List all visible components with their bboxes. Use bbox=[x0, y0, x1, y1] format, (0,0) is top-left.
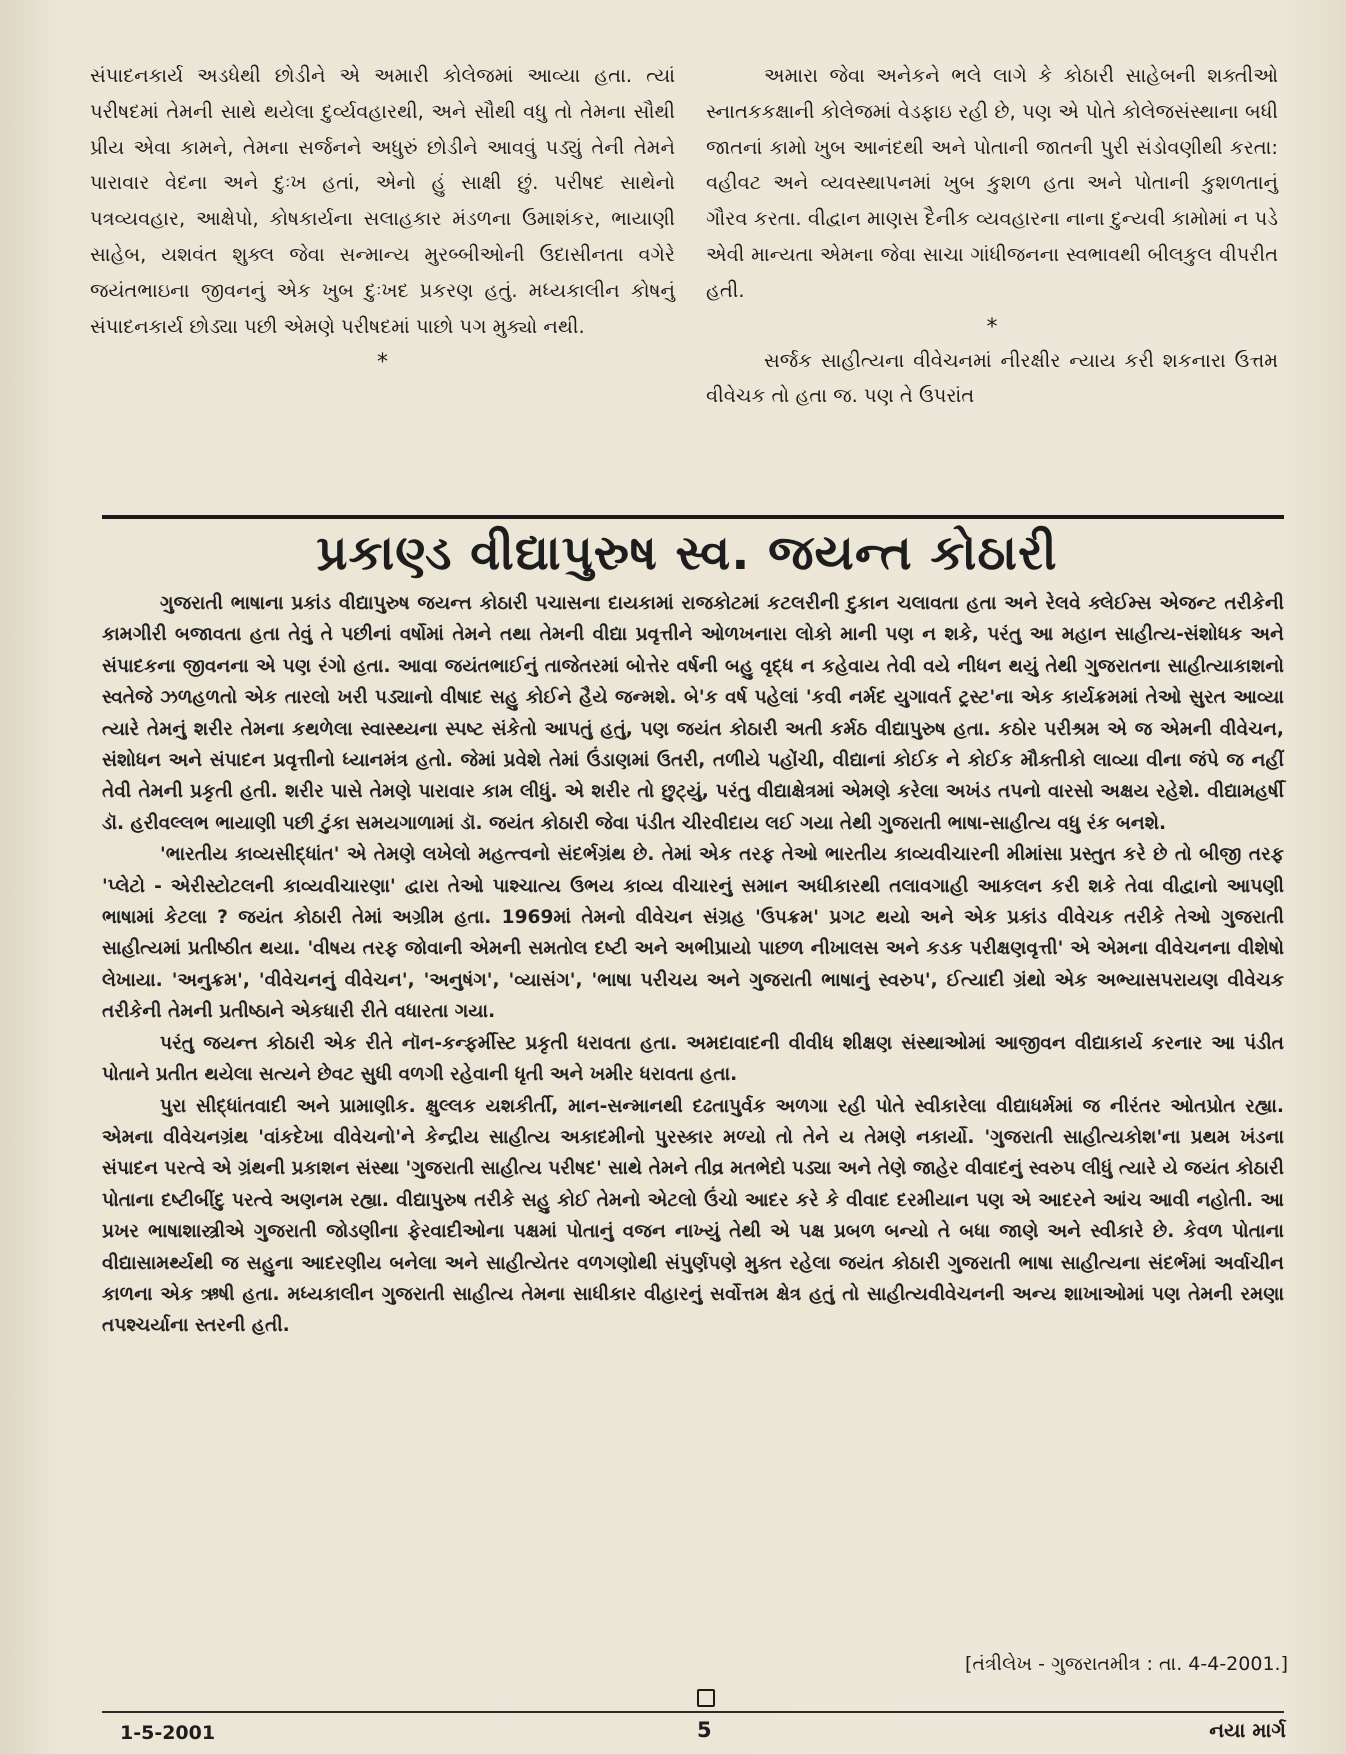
article-source: [તંત્રીલેખ - ગુજરાતમીત્ર : તા. 4-4-2001.] bbox=[964, 1653, 1288, 1675]
right-column bbox=[706, 58, 1278, 414]
publication-name: નયા માર્ગ bbox=[1209, 1718, 1286, 1742]
article-body bbox=[102, 588, 1284, 1342]
headline-top-rule bbox=[102, 515, 1284, 519]
section-separator: * bbox=[986, 314, 998, 340]
left-column-paragraph: સંપાદનકાર્ય અડધેથી છોડીને એ અમારી કોલેજમાં આવ્યા હતા. ત્યાં પરીષદમાં તેમની સાથે થયેલા દુર્વ્યવહારથી, અને સૌથી વધુ તો તેમના સૌથી પ્રીય એવા કામને, તેમના સર્જનને અધુરું છોડીને આવવું પડ્યું તેની તેમને પારાવાર વેદના અને દુઃખ હતાં, એનો હું સાક્ષી છું. પરીષદ સાથેનો પત્રવ્યવહાર, આક્ષેપો, કોષકાર્યના સલાહકાર મંડળના ઉમાશંકર, ભાયાણી સાહેબ, યશવંત શુક્લ જેવા સન્માન્ય મુરબ્બીઓની ઉદાસીનતા વગેરે જયંતભાઇના જીવનનું એક ખુબ દુઃખદ પ્રકરણ હતું. મધ્યકાલીન કોષનું સંપાદનકાર્ય છોડ્યા પછી એમણે પરીષદમાં પાછો પગ મુક્યો નથી. bbox=[90, 64, 675, 338]
end-of-article-icon bbox=[697, 1689, 715, 1707]
footer-rule bbox=[102, 1711, 1284, 1713]
right-column-paragraph-1: અમારા જેવા અનેકને ભલે લાગે કે કોઠારી સાહેબની શક્તીઓ સ્નાતકકક્ષાની કોલેજમાં વેડફાઇ રહી છે, પણ એ પોતે કોલેજસંસ્થાના બધી જાતનાં કામો ખુબ આનંદથી અને પોતાની જાતની પુરી સંડોવણીથી કરતા: વહીવટ અને વ્યવસ્થાપનમાં ખુબ કુશળ હતા અને પોતાની કુશળતાનું ગૌરવ કરતા. વીદ્વાન માણસ દૈનીક વ્યવહારના નાના દુન્યવી કામોમાં ન પડે એવી માન્યતા એમના જેવા સાચા ગાંધીજનના સ્વભાવથી બીલકુલ વીપરીત હતી. bbox=[706, 64, 1278, 302]
footer-date: 1-5-2001 bbox=[120, 1722, 216, 1744]
article-paragraph: ગુજરાતી ભાષાના પ્રકાંડ વીદ્યાપુરુષ જયન્ત કોઠારી પચાસના દાયકામાં રાજકોટમાં કટલરીની દુકાન ચલાવતા હતા અને રેલવે ક્લેઈમ્સ એજન્ટ તરીકેની કામગીરી બજાવતા હતા તેવું તે પછીનાં વર્ષોમાં તેમને તથા તેમની વીદ્યા પ્રવૃત્તીને ઓળખનારા લોકો માની પણ ન શકે, પરંતુ આ મહાન સાહીત્ય-સંશોધક અને સંપાદકના જીવનના એ પણ રંગો હતા. આવા જયંતભાઈનું તાજેતરમાં બોત્તેર વર્ષની બહુ વૃદ્ધ ન કહેવાય તેવી વયે નીધન થયું તેથી ગુજરાતના સાહીત્યાકાશનો સ્વતેજે ઝળહળતો એક તારલો ખરી પડ્યાનો વીષાદ સહુ કોઈને હૈયે જન્મશે. બે'ક વર્ષ પહેલાં 'કવી નર્મદ યુગાવર્ત ટ્રસ્ટ'ના એક કાર્યક્રમમાં તેઓ સુરત આવ્યા ત્યારે તેમનું શરીર તેમના કથળેલા સ્વાસ્થ્યના સ્પષ્ટ સંકેતો આપતું હતું, પણ જયંત કોઠારી અતી કર્મઠ વીદ્યાપુરુષ હતા. કઠોર પરીશ્રમ એ જ એમની વીવેચન, સંશોધન અને સંપાદન પ્રવૃત્તીનો ધ્યાનમંત્ર હતો. જેમાં પ્રવેશે તેમાં ઉંડાણમાં ઉતરી, તળીયે પહોંચી, વીદ્યાનાં કોઈક ને કોઈક મૌક્તીકો લાવ્યા વીના જંપે જ નહીં તેવી તેમની પ્રકૃતી હતી. શરીર પાસે તેમણે પારાવાર કામ લીધું. એ શરીર તો છુટ્યું, પરંતુ વીદ્યાક્ષેત્રમાં એમણે કરેલા અખંડ તપનો વારસો અક્ષય રહેશે. વીદ્યામહર્ષી ડૉ. હરીવલ્લભ ભાયાણી પછી ટુંકા સમયગાળામાં ડૉ. જયંત કોઠારી જેવા પંડીત ચીરવીદાય લઈ ગયા તેથી ગુજરાતી ભાષા-સાહીત્ય વધુ રંક બનશે. bbox=[102, 593, 1284, 834]
section-separator: * bbox=[377, 350, 388, 376]
article-paragraph: પુરા સીદ્ધાંતવાદી અને પ્રામાણીક. ક્ષુલ્લક યશકીર્તી, માન-સન્માનથી દઢતાપુર્વક અળગા રહી પોતે સ્વીકારેલા વીદ્યાધર્મમાં જ નીરંતર ઓતપ્રોત રહ્યા. એમના વીવેચનગ્રંથ 'વાંકદેખા વીવેચનો'ને કેન્દ્રીય સાહીત્ય અકાદમીનો પુરસ્કાર મળ્યો તો તેને ય તેમણે નકાર્યો. 'ગુજરાતી સાહીત્યકોશ'ના પ્રથમ ખંડના સંપાદન પરત્વે એ ગ્રંથની પ્રકાશન સંસ્થા 'ગુજરાતી સાહીત્ય પરીષદ' સાથે તેમને તીવ્ર મતભેદો પડ્યા અને તેણે જાહેર વીવાદનું સ્વરુપ લીધું ત્યારે યે જયંત કોઠારી પોતાના દષ્ટીબીંદુ પરત્વે અણનમ રહ્યા. વીદ્યાપુરુષ તરીકે સહુ કોઈ તેમનો એટલો ઉંચો આદર કરે કે વીવાદ દરમીયાન પણ એ આદરને આંચ આવી નહોતી. આ પ્રખર ભાષાશાસ્ત્રીએ ગુજરાતી જોડણીના ફેરવાદીઓના પક્ષમાં પોતાનું વજન નાખ્યું તેથી એ પક્ષ પ્રબળ બન્યો તે બધા જાણે અને સ્વીકારે છે. કેવળ પોતાના વીદ્યાસામર્થ્યથી જ સહુના આદરણીય બનેલા અને સાહીત્યેતર વળગણોથી સંપુર્ણપણે મુક્ત રહેલા જયંત કોઠારી ગુજરાતી ભાષા સાહીત્યના સંદર્ભમાં અર્વાચીન કાળના એક ઋષી હતા. મધ્યકાલીન ગુજરાતી સાહીત્ય તેમના સાધીકાર વીહારનું સર્વોત્તમ ક્ષેત્ર હતું તો સાહીત્યવીવેચનની અન્ય શાખાઓમાં પણ તેમની રમણા તપશ્ચર્યાના સ્તરની હતી. bbox=[102, 1095, 1284, 1337]
article-paragraph: પરંતુ જયન્ત કોઠારી એક રીતે નૉન-કન્ફર્મીસ્ટ પ્રકૃતી ધરાવતા હતા. અમદાવાદની વીવીધ શીક્ષણ સંસ્થાઓમાં આજીવન વીદ્યાકાર્ય કરનાર આ પંડીત પોતાને પ્રતીત થયેલા સત્યને છેવટ સુધી વળગી રહેવાની ધૃતી અને ખમીર ધરાવતા હતા. bbox=[102, 1032, 1284, 1086]
page-number: 5 bbox=[697, 1718, 712, 1742]
article-headline: પ્રકાણ્ડ વીદ્યાપુરુષ સ્વ. જયન્ત કોઠારી bbox=[316, 525, 1058, 581]
left-column bbox=[90, 58, 675, 378]
article-paragraph: 'ભારતીય કાવ્યસીદ્ધાંત' એ તેમણે લખેલો મહત્ત્વનો સંદર્ભગ્રંથ છે. તેમાં એક તરફ તેઓ ભારતીય કાવ્યવીચારની મીમાંસા પ્રસ્તુત કરે છે તો બીજી તરફ 'પ્લેટો - એરીસ્ટોટલની કાવ્યવીચારણા' દ્વારા તેઓ પાશ્ચાત્ય ઉભય કાવ્ય વીચારનું સમાન અધીકારથી તલાવગાહી આકલન કરી શકે તેવા વીદ્વાનો આપણી ભાષામાં કેટલા ? જયંત કોઠારી તેમાં અગ્રીમ હતા. 1969માં તેમનો વીવેચન સંગ્રહ 'ઉપક્રમ' પ્રગટ થયો અને એક પ્રકાંડ વીવેચક તરીકે તેઓ ગુજરાતી સાહીત્યમાં પ્રતીષ્ઠીત થયા. 'વીષય તરફ જોવાની એમની સમતોલ દષ્ટી અને અભીપ્રાયો પાછળ નીખાલસ અને કડક પરીક્ષણવૃત્તી' એ એમના વીવેચનના વીશેષો લેખાયા. 'અનુક્રમ', 'વીવેચનનું વીવેચન', 'અનુષંગ', 'વ્યાસંગ', 'ભાષા પરીચય અને ગુજરાતી ભાષાનું સ્વરુપ', ઈત્યાદી ગ્રંથો એક અભ્યાસપરાયણ વીવેચક તરીકેની તેમની પ્રતીષ્ઠાને એકધારી રીતે વધારતા ગયા. bbox=[102, 844, 1284, 1023]
right-column-paragraph-2: સર્જક સાહીત્યના વીવેચનમાં નીરક્ષીર ન્યાય કરી શકનારા ઉત્તમ વીવેચક તો હતા જ. પણ તે ઉપરાંત bbox=[706, 348, 1278, 408]
